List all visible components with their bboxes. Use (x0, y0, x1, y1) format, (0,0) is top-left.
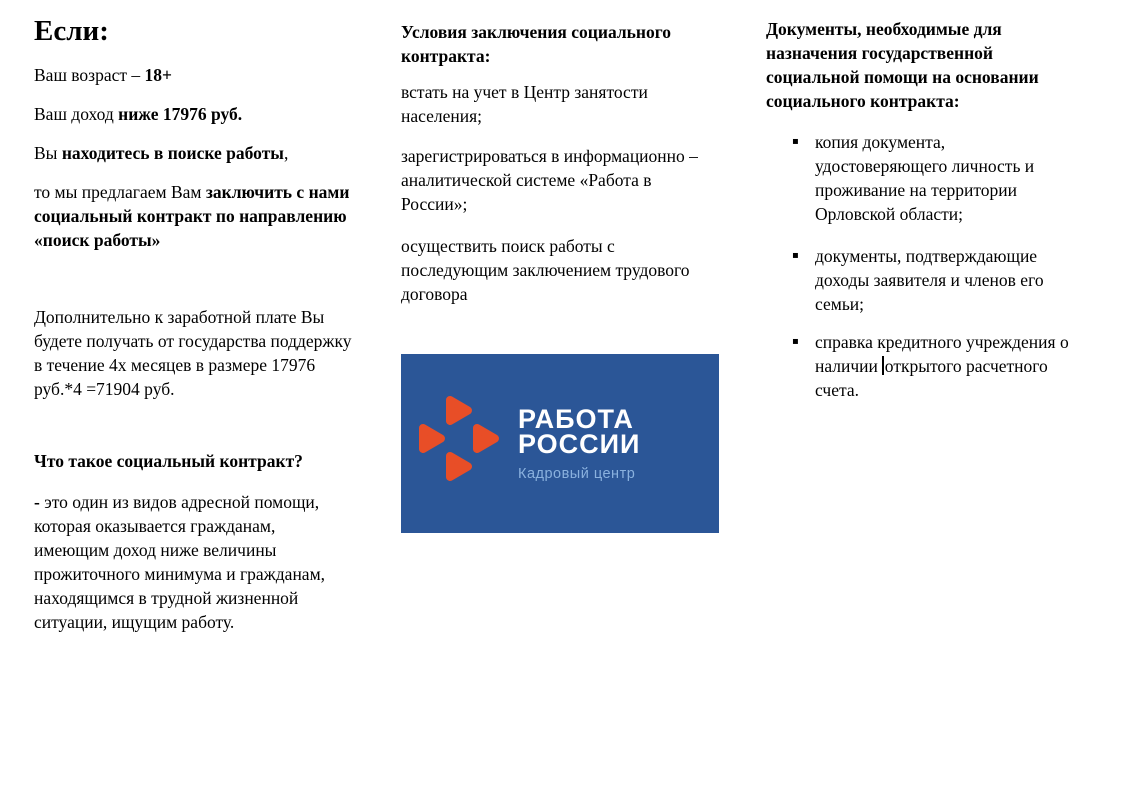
bullet-square-icon: ▪ (792, 136, 799, 147)
logo-title-line2: РОССИИ (518, 429, 641, 459)
text-caret (882, 356, 884, 375)
para-offer: то мы предлагаем Вам заключить с нами социальный контракт по направлению «поиск работы» (34, 182, 350, 250)
logo-wordmark (518, 404, 641, 482)
bullet-square-icon: ▪ (792, 250, 799, 261)
condition-item: зарегистрироваться в информационно – аналитической системе «Работа в России»; (401, 146, 698, 214)
list-item-income-docs: ▪ документы, подтверждающие доходы заявителя и членов его семьи; (792, 246, 1044, 314)
column-left (34, 0, 352, 634)
rabota-rossii-logo (401, 354, 719, 533)
heading-what-is-contract: Что такое социальный контракт? (34, 451, 303, 471)
heading-conditions: Условия заключения социального контракта: (401, 22, 672, 66)
condition-item: осуществить поиск работы с последующим заключением трудового договора (401, 236, 690, 304)
bullet-square-icon: ▪ (792, 336, 799, 347)
heading-if: Если: (34, 15, 109, 47)
logo-subtitle: Кадровый центр (518, 466, 636, 482)
para-income: Ваш доход ниже 17976 руб. (34, 104, 243, 124)
list-item-bank-certificate: ▪ справка кредитного учреждения о наличии открытого расчетного счета. (792, 332, 1069, 400)
para-definition: - это один из видов адресной помощи, которая оказывается гражданам, имеющим доход ниже величины прожиточного минимума и гражданам, находящимся в трудной жизненной ситуации, ищущим работу. (34, 492, 326, 632)
column-right (766, 0, 1076, 402)
heading-documents: Документы, необходимые для назначения государственной социальной помощи на основании социального контракта: (766, 19, 1039, 111)
para-job-search: Вы находитесь в поиске работы, (34, 143, 289, 163)
para-support: Дополнительно к заработной плате Вы будете получать от государства поддержку в течение 4х месяцев в размере 17976 руб.*4 =71904 руб. (34, 307, 352, 399)
logo-title-line1: РАБОТА (518, 404, 634, 434)
list-item-identity-doc: ▪ копия документа, удостоверяющего личность и проживание на территории Орловской области; (792, 132, 1035, 224)
triangles-logo-icon (415, 394, 503, 487)
condition-item: встать на учет в Центр занятости населения; (401, 82, 648, 126)
para-age: Ваш возраст – 18+ (34, 65, 173, 85)
column-middle (401, 0, 719, 482)
